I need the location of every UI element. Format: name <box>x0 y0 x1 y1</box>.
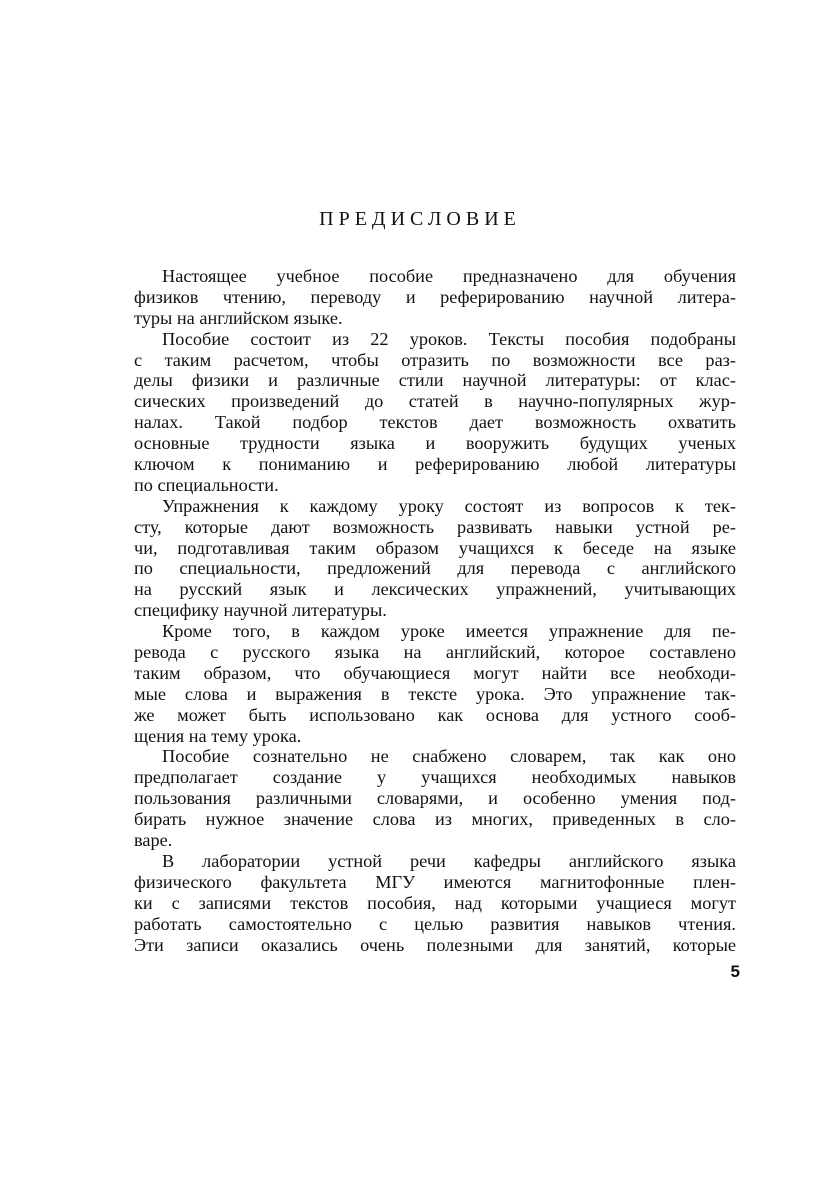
text-line: варе. <box>134 830 173 851</box>
preface-text <box>134 266 736 955</box>
text-line: Настоящее учебное пособие предназначено для обучения <box>162 266 736 286</box>
text-line: мые слова и выражения в тексте урока. Это упражнение так- <box>134 683 736 704</box>
text-line: В лаборатории устной речи кафедры английского языка <box>162 850 736 871</box>
text-line: же может быть использовано как основа для устного сооб- <box>134 704 736 725</box>
text-line: с таким расчетом, чтобы отразить по возможности все раз- <box>134 349 736 370</box>
text-line: по специальности, предложений для перевода с английского <box>134 558 736 579</box>
text-line: налах. Такой подбор текстов дает возможность охватить <box>134 412 736 433</box>
text-line: сту, которые дают возможность развивать навыки устной ре- <box>134 516 736 537</box>
text-line: туры на английском языке. <box>134 307 343 328</box>
text-line: пользования различными словарями, и особенно умения под- <box>134 788 736 809</box>
text-line: физического факультета МГУ имеются магнитофонные плен- <box>134 871 736 892</box>
page-title: ПРЕДИСЛОВИЕ <box>319 208 521 230</box>
text-line: на русский язык и лексических упражнений, учитывающих <box>134 579 736 600</box>
text-line: основные трудности языка и вооружить будущих ученых <box>134 433 736 454</box>
text-line: делы физики и различные стили научной литературы: от клас- <box>134 370 736 391</box>
text-line: ревода с русского языка на английский, которое составлено <box>134 642 736 663</box>
text-line: ки с записями текстов пособия, над которыми учащиеся могут <box>134 892 736 913</box>
text-line: ключом к пониманию и реферированию любой литературы <box>134 454 736 475</box>
text-line: Пособие сознательно не снабжено словарем, так как оно <box>162 746 736 767</box>
text-line: сических произведений до статей в научно-популярных жур- <box>134 391 736 412</box>
text-line: Кроме того, в каждом уроке имеется упражнение для пе- <box>162 621 736 642</box>
text-line: бирать нужное значение слова из многих, приведенных в сло- <box>134 809 736 830</box>
text-line: по специальности. <box>134 474 279 495</box>
text-line: физиков чтению, переводу и реферированию научной литера- <box>134 286 736 307</box>
text-line: Эти записи оказались очень полезными для занятий, которые <box>134 934 736 955</box>
text-line: чи, подготавливая таким образом учащихся к беседе на языке <box>134 537 736 558</box>
text-line: работать самостоятельно с целью развития навыков чтения. <box>134 913 736 934</box>
text-line: таким образом, что обучающиеся могут найти все необходи- <box>134 662 736 683</box>
text-line: щения на тему урока. <box>134 725 302 746</box>
text-line: предполагает создание у учащихся необходимых навыков <box>134 767 736 788</box>
text-line: Упражнения к каждому уроку состоят из вопросов к тек- <box>162 495 736 516</box>
text-line: Пособие состоит из 22 уроков. Тексты пособия подобраны <box>162 328 736 349</box>
page-number: 5 <box>730 962 740 981</box>
text-line: специфику научной литературы. <box>134 600 387 621</box>
